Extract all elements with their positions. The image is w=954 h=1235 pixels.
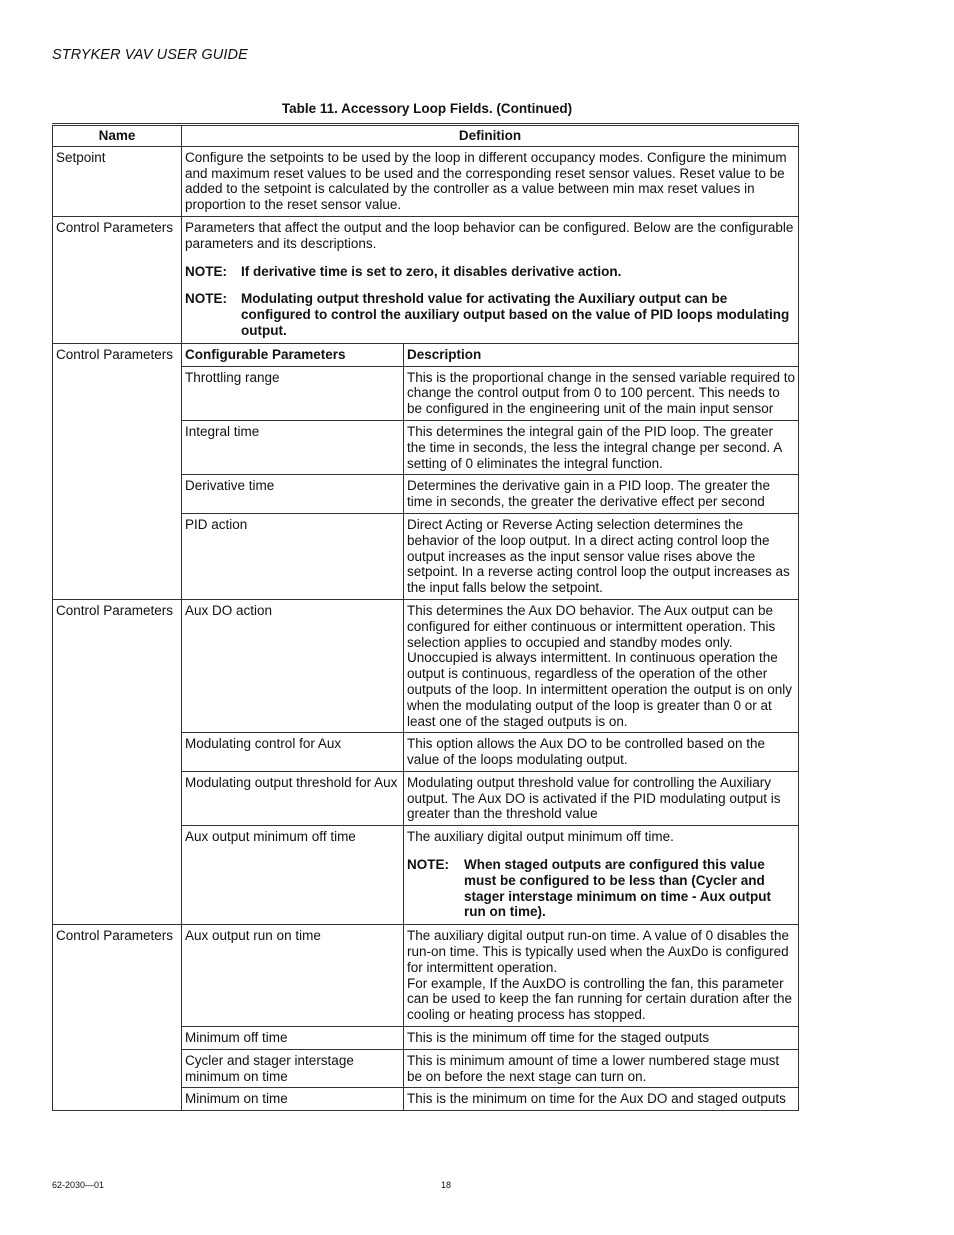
param-name: Modulating output threshold for Aux bbox=[182, 771, 404, 825]
document-header: STRYKER VAV USER GUIDE bbox=[52, 47, 248, 63]
page-number: 18 bbox=[441, 1180, 452, 1190]
accessory-loop-fields-table bbox=[52, 123, 799, 1111]
param-desc: Direct Acting or Reverse Acting selection determines the behavior of the loop output. In a direct acting control loop the output increases as the input sensor value rises above the setpoint. In a reverse acting control loop the output increases as the input falls below the setpoint. bbox=[404, 513, 799, 599]
param-name: Modulating control for Aux bbox=[182, 733, 404, 772]
param-desc: This is the minimum off time for the staged outputs bbox=[404, 1027, 799, 1050]
row-name: Control Parameters bbox=[53, 216, 182, 343]
note bbox=[185, 291, 795, 338]
table-caption: Table 11. Accessory Loop Fields. (Continued) bbox=[281, 101, 573, 116]
note-text: Modulating output threshold value for activating the Auxiliary output can be configured to control the auxiliary output based on the value of PID loops modulating output. bbox=[241, 291, 790, 338]
param-desc: This option allows the Aux DO to be controlled based on the value of the loops modulating output. bbox=[404, 733, 799, 772]
document-number: 62-2030—01 bbox=[52, 1180, 105, 1190]
param-name: PID action bbox=[182, 513, 404, 599]
definition-text: Parameters that affect the output and the loop behavior can be configured. Below are the configurable parameters and its descriptions. bbox=[185, 219, 794, 251]
note bbox=[407, 857, 795, 920]
param-name: Aux output minimum off time bbox=[182, 826, 404, 925]
param-desc: Determines the derivative gain in a PID loop. The greater the time in seconds, the greater the derivative effect per second bbox=[404, 475, 799, 514]
param-desc bbox=[404, 826, 799, 925]
param-name: Derivative time bbox=[182, 475, 404, 514]
table-row bbox=[53, 343, 799, 366]
note-text: When staged outputs are configured this value must be configured to be less than (Cycler and stager interstage minimum on time - Aux output run on time). bbox=[464, 857, 772, 920]
row-name: Setpoint bbox=[53, 146, 182, 216]
param-desc bbox=[404, 925, 799, 1027]
param-name: Aux output run on time bbox=[182, 925, 404, 1027]
param-desc: This is minimum amount of time a lower numbered stage must be on before the next stage can turn on. bbox=[404, 1049, 799, 1088]
desc-text: The auxiliary digital output run-on time. A value of 0 disables the run-on time. This is typically used when the AuxDo is configured for intermittent operation. bbox=[407, 928, 789, 975]
param-desc: This determines the Aux DO behavior. The Aux output can be configured for either continuous or intermittent operation. This selection applies to occupied and standby modes only. Unoccupied is always intermittent. In continuous operation the output is continuous, regardless of the operation of the other outputs of the loop. In intermittent operation the output is on only when the modulating output of the loop is greater than 0 or at least one of the staged outputs is on. bbox=[404, 599, 799, 732]
row-definition: Configure the setpoints to be used by the loop in different occupancy modes. Configure the minimum and maximum reset values to be used and the corresponding reset sensor values. Reset value to be added to the setpoint is calculated by the controller as a value between min max reset values in proportion to the reset sensor value. bbox=[182, 146, 799, 216]
row-definition bbox=[182, 216, 799, 343]
param-desc: This is the proportional change in the sensed variable required to change the control output from 0 to 100 percent. This needs to be configured in the engineering unit of the main input sensor bbox=[404, 366, 799, 420]
subheader-param: Configurable Parameters bbox=[182, 343, 404, 366]
row-name: Control Parameters bbox=[53, 599, 182, 924]
row-name: Control Parameters bbox=[53, 343, 182, 599]
desc-text-continued: For example, If the AuxDO is controlling the fan, this parameter can be used to keep the fan running for certain duration after the cooling or heating process has stopped. bbox=[407, 975, 793, 1023]
subheader-desc: Description bbox=[404, 343, 799, 366]
note bbox=[185, 264, 795, 280]
desc-text: The auxiliary digital output minimum off time. bbox=[407, 829, 674, 845]
table-row bbox=[53, 216, 799, 343]
param-name: Throttling range bbox=[182, 366, 404, 420]
table-header-row bbox=[53, 125, 799, 147]
table-row bbox=[53, 146, 799, 216]
note-label: NOTE: bbox=[185, 291, 227, 307]
param-name: Minimum off time bbox=[182, 1027, 404, 1050]
table-row bbox=[53, 599, 799, 732]
note-text: If derivative time is set to zero, it disables derivative action. bbox=[241, 263, 622, 279]
param-name: Aux DO action bbox=[182, 599, 404, 732]
note-label: NOTE: bbox=[407, 857, 449, 873]
param-desc: Modulating output threshold value for controlling the Auxiliary output. The Aux DO is activated if the PID modulating output is greater than the threshold value bbox=[404, 771, 799, 825]
param-name: Minimum on time bbox=[182, 1088, 404, 1111]
column-header-definition: Definition bbox=[182, 125, 799, 147]
table-row bbox=[53, 925, 799, 1027]
param-desc: This determines the integral gain of the PID loop. The greater the time in seconds, the less the integral change per second. A setting of 0 eliminates the integral function. bbox=[404, 420, 799, 474]
param-name: Cycler and stager interstage minimum on time bbox=[182, 1049, 404, 1088]
row-name: Control Parameters bbox=[53, 925, 182, 1111]
column-header-name: Name bbox=[53, 125, 182, 147]
param-name: Integral time bbox=[182, 420, 404, 474]
note-label: NOTE: bbox=[185, 263, 227, 279]
param-desc: This is the minimum on time for the Aux DO and staged outputs bbox=[404, 1088, 799, 1111]
